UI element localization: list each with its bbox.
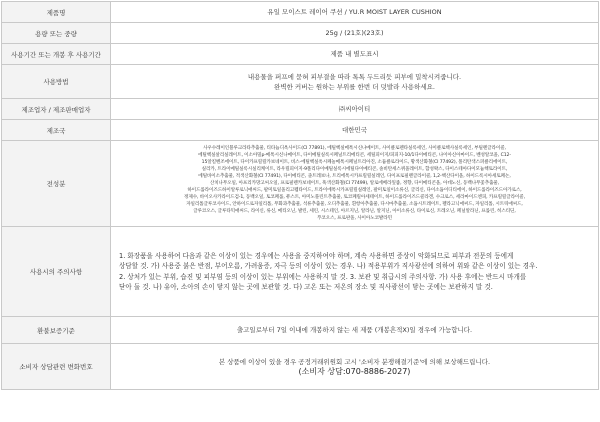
contact-phone: (소비자 상담:070-8886-2027) [298,366,411,376]
value-manufacturer: ㈜씨아이티 [111,99,599,120]
value-country: 대한민국 [111,120,599,141]
value-expiry: 제품 내 별도표시 [111,44,599,65]
ingredient-line: 정제수, 바이오사카라이드검-1, 동백오일, 토코페롤, 퓨스트, 아미노플린트추출물, 토코페릴아세테이트, 하이드롤라이즈드콜라겐, 수크로스, 세라마이드엔피, 카프릴릴글라이콜, [184,195,525,201]
value-product-name: 유일 모이스트 레이어 쿠션 / YU.R MOIST LAYER CUSHION [111,2,599,23]
row-country [2,120,599,141]
row-usage [2,65,599,99]
row-product-name [2,2,599,23]
row-manufacturer [2,99,599,120]
label-ingredients: 전성분 [2,141,111,227]
ingredient-line: 자일리톨글루코사이드, 안하이드로자일리톨, 무화과추출물, 석류추출물, 오디추출물, 흰항아추출물, 다시마추출물, 소듐시트레이트, 펠라고닉애씨드, 자일리톨, 시트릭애씨드, [186,202,523,208]
ingredient-line: 15알킬벤조에이트, 다이카프릴릴카보네이트, 비스-에틸헥실옥시페놀메톡시페닐트리아진, 소듐클로라이드, 황색산화철(CI 77492), 폴리탄색스퍼클리에이트, [201,159,508,165]
row-ingredients [2,141,599,227]
ingredient-line: 하이드롤라이즈드하이알루로닉애씨드, 팔미토일올리고펩타이드, 트라이에톡시카프릴릴실레인, 팔미토일이소류신, 글리신, 다이소듐이디티에이, 하이드롤라이즈드아가로스, [187,188,522,194]
precaution-line: 상담할 것. 가) 사용중 붉은 반점, 부어오름, 가려움증, 자극 등의 이상이 있는 경우. 나) 적용부위가 직사광선에 의하여 위와 같은 이상이 있는 경우. [119,262,538,271]
label-manufacturer: 제조업자 / 제조판매업자 [2,99,111,120]
label-product-name: 제품명 [2,2,111,23]
product-info-table [1,1,599,390]
value-capacity: 25g / (21호)(23호) [111,23,599,44]
value-usage [111,65,599,99]
label-expiry: 사용기간 또는 개봉 후 사용기간 [2,44,111,65]
precaution-line: 닫아 둘 것. 나) 유아, 소아의 손이 닿지 않는 곳에 보관할 것. 다) 고온 또는 저온의 장소 및 직사광선이 닿는 곳에는 보관하지 말 것. [119,282,493,291]
ingredient-line: 사우수레이인블루크라타추출물, 티타늄디옥사이드(CI 77891), 에틸헥실메톡시신나메이트, 사이클로펜타실록세인, 사이클로헥사실록세인, 부틸렌글라이콜, [203,145,506,151]
ingredient-line: 에틸바이소추출물, 적색산화철(CI 77491), 다이메티콘, 졸트레보나, 트리에톡시카프릴릴실레인, 다이프로필렌글라이콜, 1,2-헥산다이올, 하이드록시아세토페논, [198,173,511,179]
value-precautions [111,227,599,317]
value-ingredients [111,141,599,227]
label-refund: 환불보증기준 [2,317,111,344]
ingredient-line: 실리카, 트라이메틸실록시실리케이트, 라우릴피이지-9폴리다이메틸실록시에틸다이메티콘, 솔비탄세스퀴올레이트, 합성왁스, 다이스테아다이모늄헥토라이트, [201,166,508,172]
ingredient-line: 에틸헥실살리실레이트, 이소아밀p-메톡시신나메이트, 다이메틸실록시페닐트리메티콘, 세틸피이지/피피지-10/1다이메티콘, 나이아신아마이드, 벤성알코올, C12- [198,152,511,158]
usage-line: 내용물을 퍼프에 묻혀 피부결을 따라 톡톡 두드리듯 피부에 밀착시켜줍니다. [247,72,462,81]
row-precautions [2,227,599,317]
row-consumer-contact [2,344,599,390]
value-refund: 출고일로부터 7일 이내에 개봉하지 않는 새 제품 (개봉흔적X)일 경우에 가능합니다. [111,317,599,344]
precaution-line: 1. 화장품을 사용하여 다음과 같은 이상이 있는 경우에는 사용을 중지하여야 하며, 계속 사용하면 증상이 악화되므로 피부과 전문의 등에게 [119,251,514,260]
contact-line: 본 상품에 이상이 있을 경우 공정거래위원회 고시 '소비자 분쟁해결기준'에 의해 보상해드립니다. [218,357,491,366]
value-consumer-contact [111,344,599,390]
ingredient-line: 글루코오스, 글루타믹애씨드, 라이신, 류신, 메티오닌, 발린, 세린, 시스테인, 아르지닌, 알라닌, 알지닌, 아이소류신, 타이로신, 트레오닌, 페닐알라닌, 프롤린, 히스티딘, [193,209,516,215]
label-consumer-contact: 소비자 상담관련 변화번호 [2,344,111,390]
precaution-line: 2. 상처가 있는 부위, 습진 및 피부염 등의 이상이 있는 부위에는 사용하지 말 것. 3. 보관 및 취급시의 주의사항. 가) 사용 후에는 반드시 마개를 [119,272,527,281]
ingredient-line: 산치나무오일, 아프리카망고씨오일, 프로필렌카보네이트, 흑색산화철(CI 77499), 알로에베라잎즙, 정향, 다이메티콘올, 아데노신, 동백나무꽃추출물, [209,180,500,186]
label-country: 제조국 [2,120,111,141]
ingredient-line: 푸코오스, 프로판올, 사이아노코발라민 [317,216,392,222]
label-precautions: 사용시의 주의사항 [2,227,111,317]
row-refund [2,317,599,344]
label-usage: 사용방법 [2,65,111,99]
usage-line: 완벽한 커버는 원하는 부위를 한번 더 덧발라 사용하세요. [274,82,435,91]
row-capacity [2,23,599,44]
row-expiry [2,44,599,65]
label-capacity: 용량 또는 중량 [2,23,111,44]
